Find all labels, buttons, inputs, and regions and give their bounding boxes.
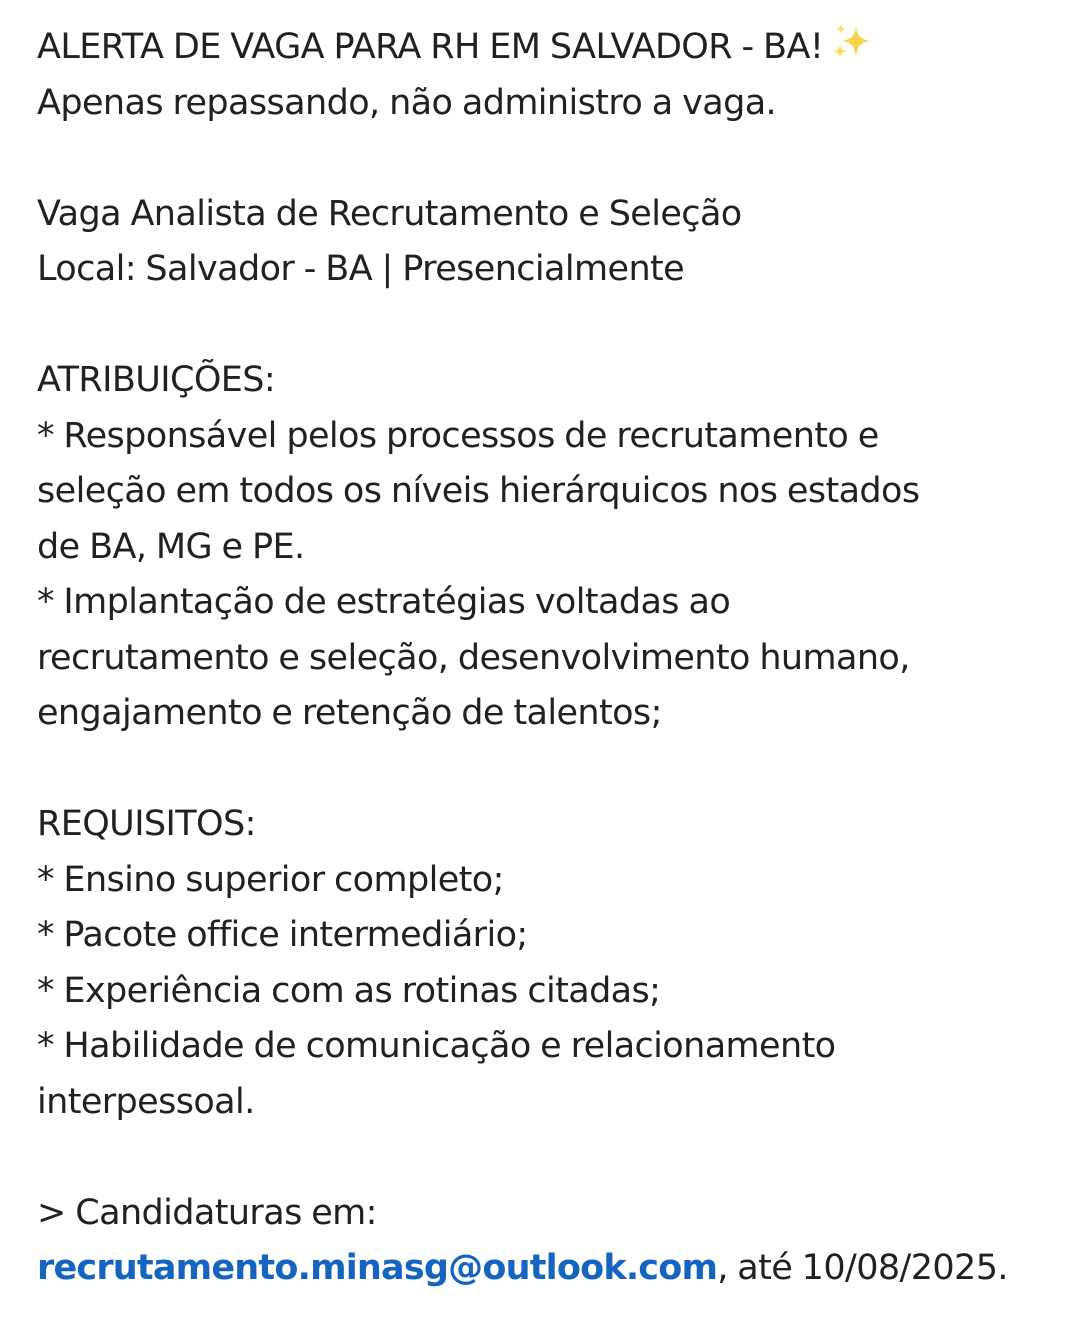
- email-link[interactable]: recrutamento.minasg@outlook.com: [37, 1248, 718, 1288]
- headline: ALERTA DE VAGA PARA RH EM SALVADOR - BA!: [37, 27, 824, 67]
- sparkles-icon: [829, 22, 877, 62]
- duties-line: de BA, MG e PE.: [37, 526, 305, 567]
- spacer: [37, 742, 1057, 798]
- requirements-line: * Ensino superior completo;: [37, 859, 504, 900]
- job-title: Vaga Analista de Recrutamento e Seleção: [37, 193, 742, 234]
- duties-heading: ATRIBUIÇÕES:: [37, 360, 276, 400]
- apply-deadline: , até 10/08/2025.: [717, 1248, 1008, 1288]
- requirements-heading: REQUISITOS:: [37, 804, 256, 844]
- duties-line: engajamento e retenção de talentos;: [37, 693, 662, 733]
- requirements-line: * Experiência com as rotinas citadas;: [37, 970, 661, 1011]
- headline-line: [37, 20, 1057, 76]
- duties-line: * Implantação de estratégias voltadas ao: [37, 582, 731, 622]
- spacer: [37, 298, 1057, 354]
- duties-line: * Responsável pelos processos de recrutamento e: [37, 415, 879, 456]
- disclaimer: Apenas repassando, não administro a vaga.: [37, 82, 777, 123]
- spacer: [37, 131, 1057, 187]
- message-body: [37, 20, 1057, 1297]
- requirements-line: * Habilidade de comunicação e relacionamento: [37, 1026, 836, 1066]
- job-location: Local: Salvador - BA | Presencialmente: [37, 249, 685, 289]
- duties-line: seleção em todos os níveis hierárquicos nos estados: [37, 471, 920, 511]
- spacer: [37, 1130, 1057, 1186]
- duties-line: recrutamento e seleção, desenvolvimento humano,: [37, 637, 910, 678]
- requirements-line: * Pacote office intermediário;: [37, 915, 528, 955]
- apply-line: [37, 1241, 1057, 1297]
- requirements-line: interpessoal.: [37, 1081, 255, 1122]
- apply-label: > Candidaturas em:: [37, 1192, 377, 1233]
